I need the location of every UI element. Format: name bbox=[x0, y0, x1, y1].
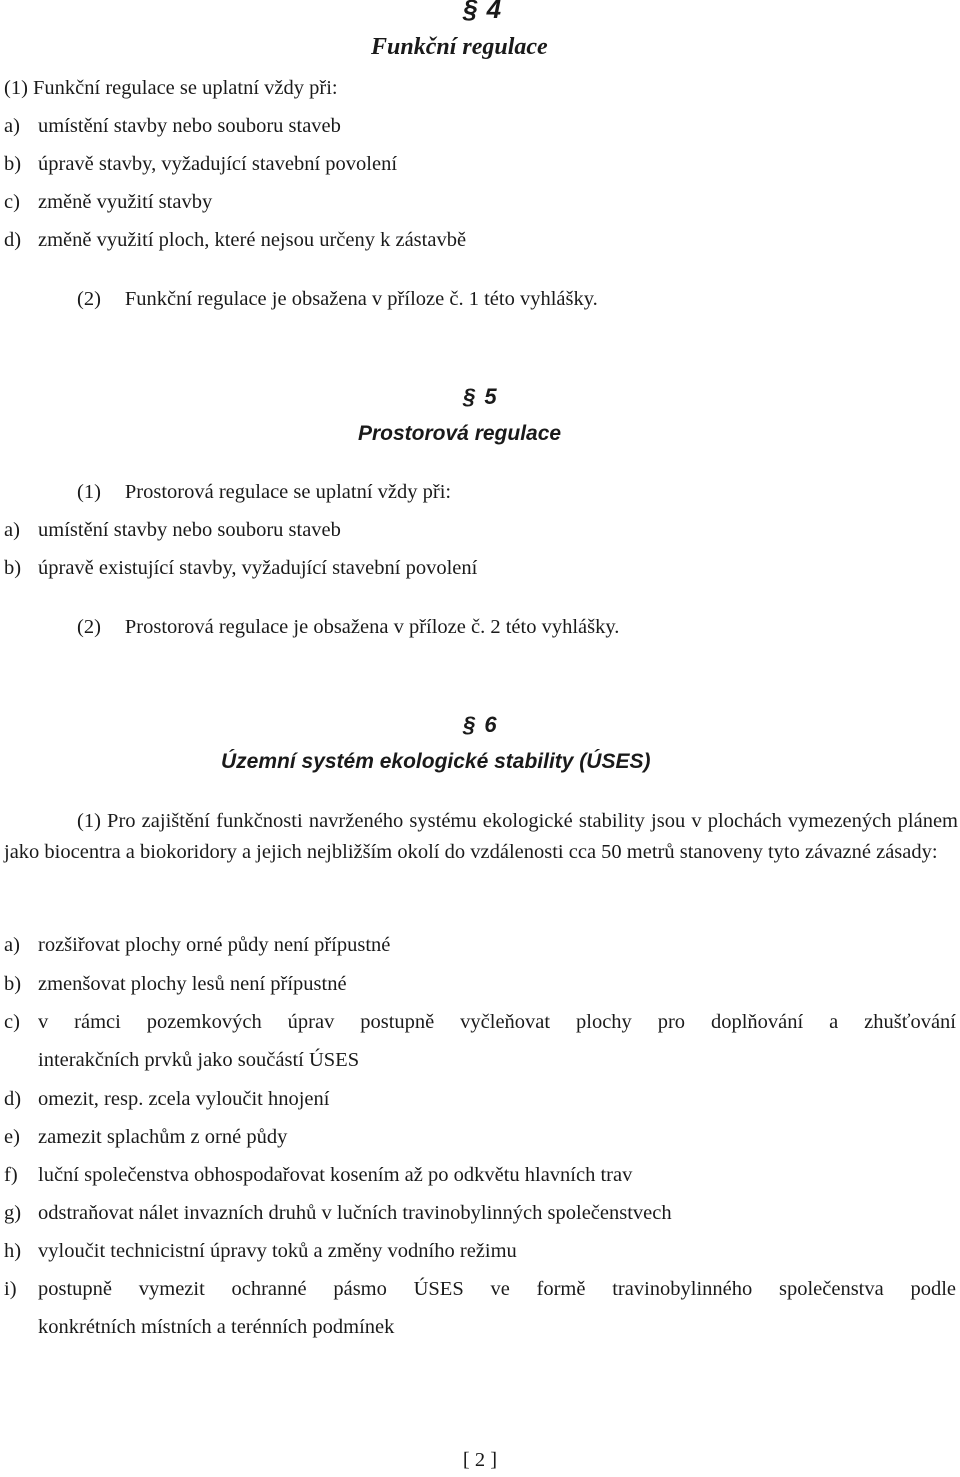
list-marker: a) bbox=[4, 115, 20, 137]
list-text-line: konkrétních místních a terénních podmínek bbox=[38, 1316, 395, 1338]
list-text: zmenšovat plochy lesů není přípustné bbox=[38, 973, 347, 995]
section-5-intro bbox=[77, 481, 451, 504]
list-text: úpravě stavby, vyžadující stavební povolení bbox=[38, 153, 398, 175]
list-text-line: v rámci pozemkových úprav postupně vyčleňovat plochy pro doplňování a zhušťování bbox=[38, 1011, 956, 1033]
list-text: rozšiřovat plochy orné půdy není přípustné bbox=[38, 934, 391, 956]
list-item bbox=[4, 1240, 517, 1263]
list-item bbox=[4, 519, 341, 542]
list-item bbox=[4, 1088, 329, 1111]
section-4-note bbox=[77, 288, 598, 311]
list-item bbox=[4, 1164, 632, 1187]
section-4-intro: (1) Funkční regulace se uplatní vždy při: bbox=[4, 77, 338, 99]
list-item bbox=[4, 557, 477, 580]
list-text: změně využití stavby bbox=[38, 191, 213, 213]
section-symbol: § bbox=[463, 712, 476, 737]
list-text: vyloučit technicistní úpravy toků a změny vodního režimu bbox=[38, 1240, 517, 1262]
list-text: odstraňovat nálet invazních druhů v lučních travinobylinných společenstvech bbox=[38, 1202, 672, 1224]
list-text: změně využití ploch, které nejsou určeny k zástavbě bbox=[38, 229, 467, 251]
section-6-title: Územní systém ekologické stability (ÚSES) bbox=[221, 750, 651, 773]
section-6-number bbox=[463, 712, 497, 738]
list-item bbox=[4, 115, 341, 138]
section-number: 5 bbox=[484, 384, 497, 409]
list-marker: b) bbox=[4, 973, 22, 995]
note-text: Funkční regulace je obsažena v příloze č. 1 této vyhlášky. bbox=[124, 288, 598, 310]
list-marker: i) bbox=[4, 1278, 17, 1300]
section-4-number bbox=[463, 0, 501, 25]
list-text: zamezit splachům z orné půdy bbox=[38, 1126, 288, 1148]
list-item bbox=[4, 973, 347, 996]
list-text-line: postupně vymezit ochranné pásmo ÚSES ve formě travinobylinného společenstva podle bbox=[38, 1278, 956, 1300]
page-number: [ 2 ] bbox=[462, 1449, 498, 1471]
list-marker: a) bbox=[4, 519, 20, 541]
section-6-intro: (1) Pro zajištění funkčnosti navrženého systému ekologické stability jsou v plochách vymezených plánem jako biocentra a biokoridory a jejich nejbližším okolí do vzdálenosti cca 50 metrů stanoveny tyto závazné zásady: bbox=[4, 810, 958, 863]
list-text: luční společenstva obhospodařovat kosením až po odkvětu hlavních trav bbox=[38, 1164, 633, 1186]
section-number: 4 bbox=[486, 0, 502, 24]
note-marker: (2) bbox=[77, 288, 101, 310]
list-text: omezit, resp. zcela vyloučit hnojení bbox=[38, 1088, 330, 1110]
list-marker: d) bbox=[4, 1088, 22, 1110]
list-item bbox=[4, 1202, 672, 1225]
list-marker: e) bbox=[4, 1126, 20, 1148]
list-text: umístění stavby nebo souboru staveb bbox=[38, 115, 341, 137]
section-symbol: § bbox=[463, 384, 476, 409]
list-marker: f) bbox=[4, 1164, 18, 1186]
note-text: Prostorová regulace je obsažena v příloze č. 2 této vyhlášky. bbox=[124, 616, 620, 638]
list-marker: d) bbox=[4, 229, 22, 251]
list-item bbox=[4, 153, 397, 176]
list-item bbox=[4, 191, 212, 214]
section-5-number bbox=[463, 384, 497, 410]
list-marker: b) bbox=[4, 153, 22, 175]
section-5-title: Prostorová regulace bbox=[358, 422, 562, 445]
list-marker: c) bbox=[4, 1011, 20, 1033]
list-text: umístění stavby nebo souboru staveb bbox=[38, 519, 341, 541]
list-marker: b) bbox=[4, 557, 22, 579]
list-text: úpravě existující stavby, vyžadující stavební povolení bbox=[38, 557, 478, 579]
section-5-note bbox=[77, 616, 619, 639]
list-item bbox=[4, 1126, 287, 1149]
list-marker: g) bbox=[4, 1202, 22, 1224]
intro-text: Prostorová regulace se uplatní vždy při: bbox=[124, 481, 452, 503]
list-marker: a) bbox=[4, 934, 20, 956]
note-marker: (2) bbox=[77, 616, 101, 638]
list-text-line: interakčních prvků jako součástí ÚSES bbox=[38, 1049, 360, 1071]
section-number: 6 bbox=[484, 712, 497, 737]
list-item bbox=[4, 229, 466, 252]
intro-marker: (1) bbox=[77, 481, 101, 503]
section-4-title: Funkční regulace bbox=[371, 34, 548, 60]
list-item bbox=[4, 934, 390, 957]
section-symbol: § bbox=[463, 0, 478, 24]
list-marker: h) bbox=[4, 1240, 22, 1262]
list-marker: c) bbox=[4, 191, 20, 213]
